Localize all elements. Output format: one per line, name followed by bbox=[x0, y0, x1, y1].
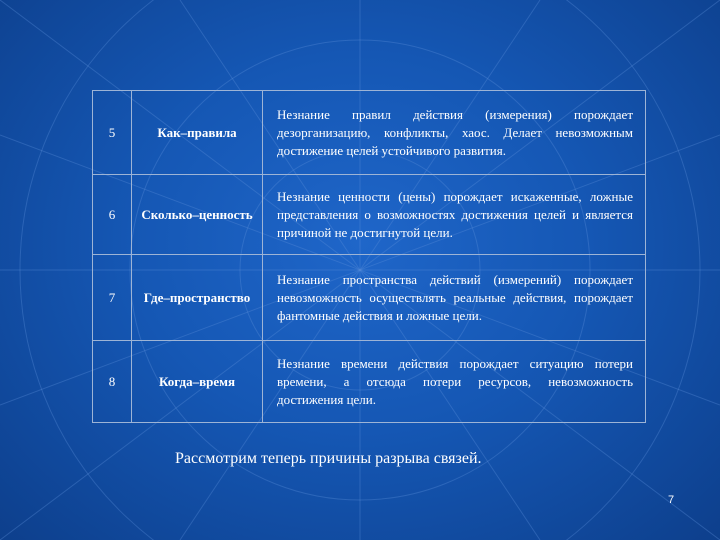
info-table bbox=[92, 90, 646, 423]
slide-caption: Рассмотрим теперь причины разрыва связей. bbox=[175, 450, 482, 467]
row-key: Как–правила bbox=[132, 91, 263, 175]
table-row bbox=[93, 255, 646, 341]
row-description-cell bbox=[263, 255, 646, 341]
row-description: Незнание пространства действий (измерений) порождает невозможность осуществлять реальные действия, порождает фантомные действия и ложные цели. bbox=[277, 271, 633, 323]
row-description: Незнание правил действия (измерения) порождает дезорганизацию, конфликты, хаос. Делает невозможным достижение целей устойчивого развития. bbox=[277, 106, 633, 158]
row-description-cell bbox=[263, 91, 646, 175]
row-description-cell bbox=[263, 341, 646, 423]
row-number: 8 bbox=[93, 341, 132, 423]
row-description: Незнание ценности (цены) порождает искаженные, ложные представления о возможностях достижения целей и является причиной не достигнутой цели. bbox=[277, 188, 633, 240]
row-number: 6 bbox=[93, 175, 132, 255]
row-number: 5 bbox=[93, 91, 132, 175]
table-row bbox=[93, 91, 646, 175]
row-key: Когда–время bbox=[132, 341, 263, 423]
page-number: 7 bbox=[668, 494, 675, 506]
table-row bbox=[93, 175, 646, 255]
row-number: 7 bbox=[93, 255, 132, 341]
row-key: Где–пространство bbox=[132, 255, 263, 341]
row-key: Сколько–ценность bbox=[132, 175, 263, 255]
table-row bbox=[93, 341, 646, 423]
row-description-cell bbox=[263, 175, 646, 255]
row-description: Незнание времени действия порождает ситуацию потери времени, а отсюда потери ресурсов, невозможность достижения цели. bbox=[277, 355, 633, 407]
